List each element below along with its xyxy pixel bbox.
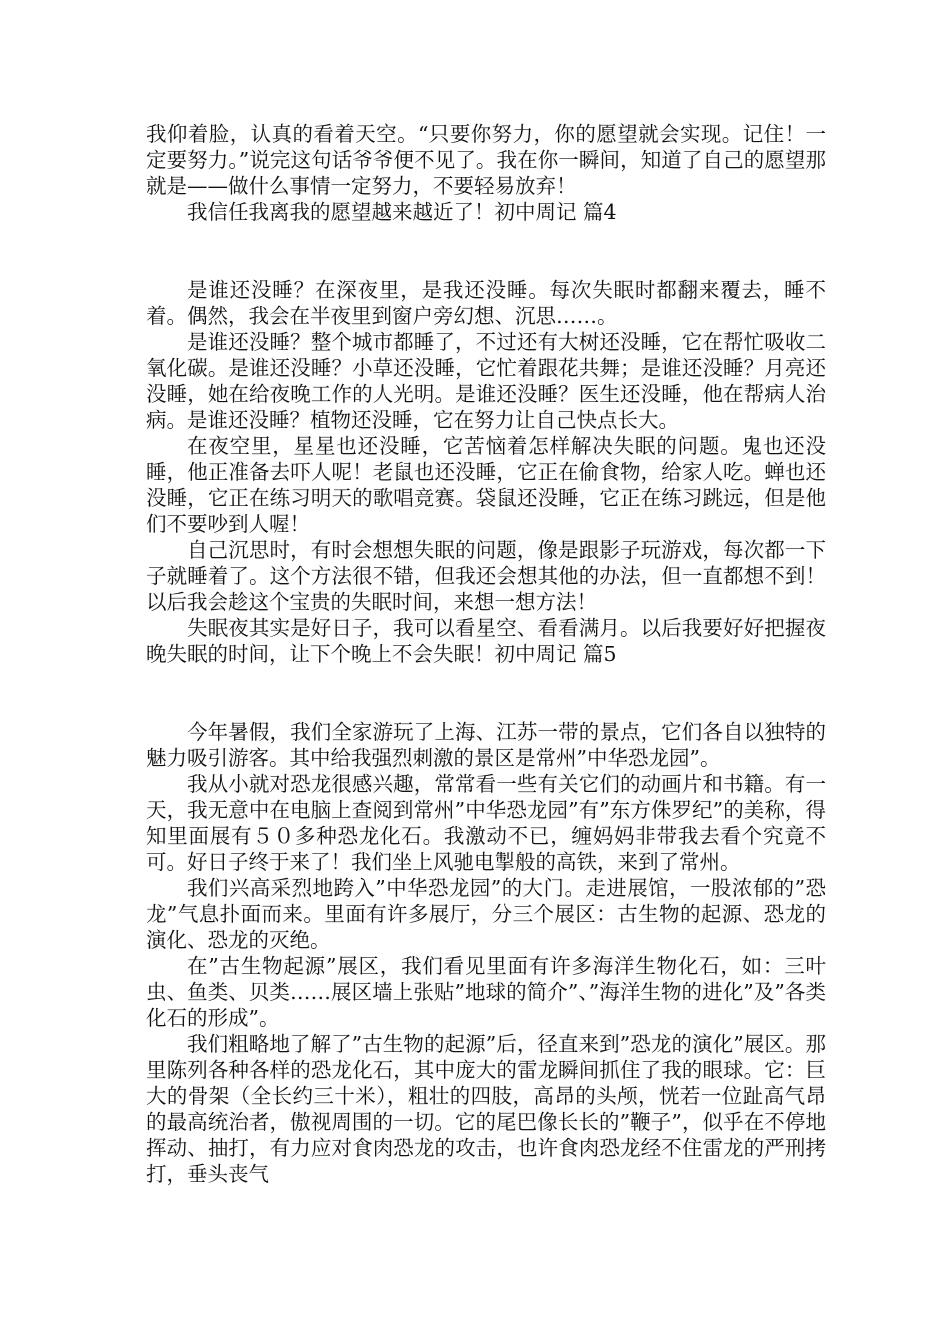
paragraph: 是谁还没睡？整个城市都睡了，不过还有大树还没睡，它在帮忙吸收二氧化碳。是谁还没睡？小草还没睡，它忙着跟花共舞；是谁还没睡？月亮还没睡，她在给夜晚工作的人光明。是谁还没睡？医生还没睡，他在帮病人治病。是谁还没睡？植物还没睡，它在努力让自己快点长大。 <box>146 330 826 432</box>
paragraph: 自己沉思时，有时会想想失眠的问题，像是跟影子玩游戏，每次都一下子就睡着了。这个方法很不错，但我还会想其他的办法，但一直都想不到！以后我会趁这个宝贵的失眠时间，来想一想方法！ <box>146 538 826 614</box>
paragraph: 在夜空里，星星也还没睡，它苦恼着怎样解决失眠的问题。鬼也还没睡，他正准备去吓人呢！老鼠也还没睡，它正在偷食物，给家人吃。蝉也还没睡，它正在练习明天的歌唱竞赛。袋鼠还没睡，它正在练习跳远，但是他们不要吵到人喔！ <box>146 434 826 536</box>
paragraph: 在”古生物起源”展区，我们看见里面有许多海洋生物化石，如：三叶虫、鱼类、贝类……展区墙上张贴”地球的简介”、”海洋生物的进化”及”各类化石的形成”。 <box>146 954 826 1030</box>
document-body <box>146 121 826 1187</box>
paragraph: 是谁还没睡？在深夜里，是我还没睡。每次失眠时都翻来覆去，睡不着。偶然，我会在半夜里到窗户旁幻想、沉思……。 <box>146 278 826 328</box>
paragraph: 我们兴高采烈地跨入”中华恐龙园”的大门。走进展馆，一股浓郁的”恐龙”气息扑面而来。里面有许多展厅，分三个展区：古生物的起源、恐龙的演化、恐龙的灭绝。 <box>146 876 826 952</box>
paragraph: 失眠夜其实是好日子，我可以看星空、看看满月。以后我要好好把握夜晚失眠的时间，让下个晚上不会失眠！初中周记 篇5 <box>146 616 826 666</box>
paragraph: 我信任我离我的愿望越来越近了！初中周记 篇4 <box>187 200 617 224</box>
paragraph: 今年暑假，我们全家游玩了上海、江苏一带的景点，它们各自以独特的魅力吸引游客。其中给我强烈刺激的景区是常州”中华恐龙园”。 <box>146 720 826 770</box>
paragraph: 我们粗略地了解了”古生物的起源”后，径直来到”恐龙的演化”展区。那里陈列各种各样的恐龙化石，其中庞大的雷龙瞬间抓住了我的眼球。它：巨大的骨架（全长约三十米），粗壮的四肢，高昂的头颅，恍若一位趾高气昂的最高统治者，傲视周围的一切。它的尾巴像长长的”鞭子”，似乎在不停地挥动、抽打，有力应对食肉恐龙的攻击，也许食肉恐龙经不住雷龙的严刑拷打，垂头丧气 <box>146 1032 826 1186</box>
paragraph: 我从小就对恐龙很感兴趣，常常看一些有关它们的动画片和书籍。有一天，我无意中在电脑上查阅到常州”中华恐龙园”有”东方侏罗纪”的美称，得知里面展有５０多种恐龙化石。我激动不已，缠妈妈非带我去看个究竟不可。好日子终于来了！我们坐上风驰电掣般的高铁，来到了常州。 <box>146 772 826 874</box>
paragraph: 我仰着脸，认真的看着天空。“只要你努力，你的愿望就会实现。记住！一 定要努力。”说完这句话爷爷便不见了。我在你一瞬间，知道了自己的愿望那就是——做什么事情一定努力，不要轻易放弃！ <box>146 122 826 198</box>
